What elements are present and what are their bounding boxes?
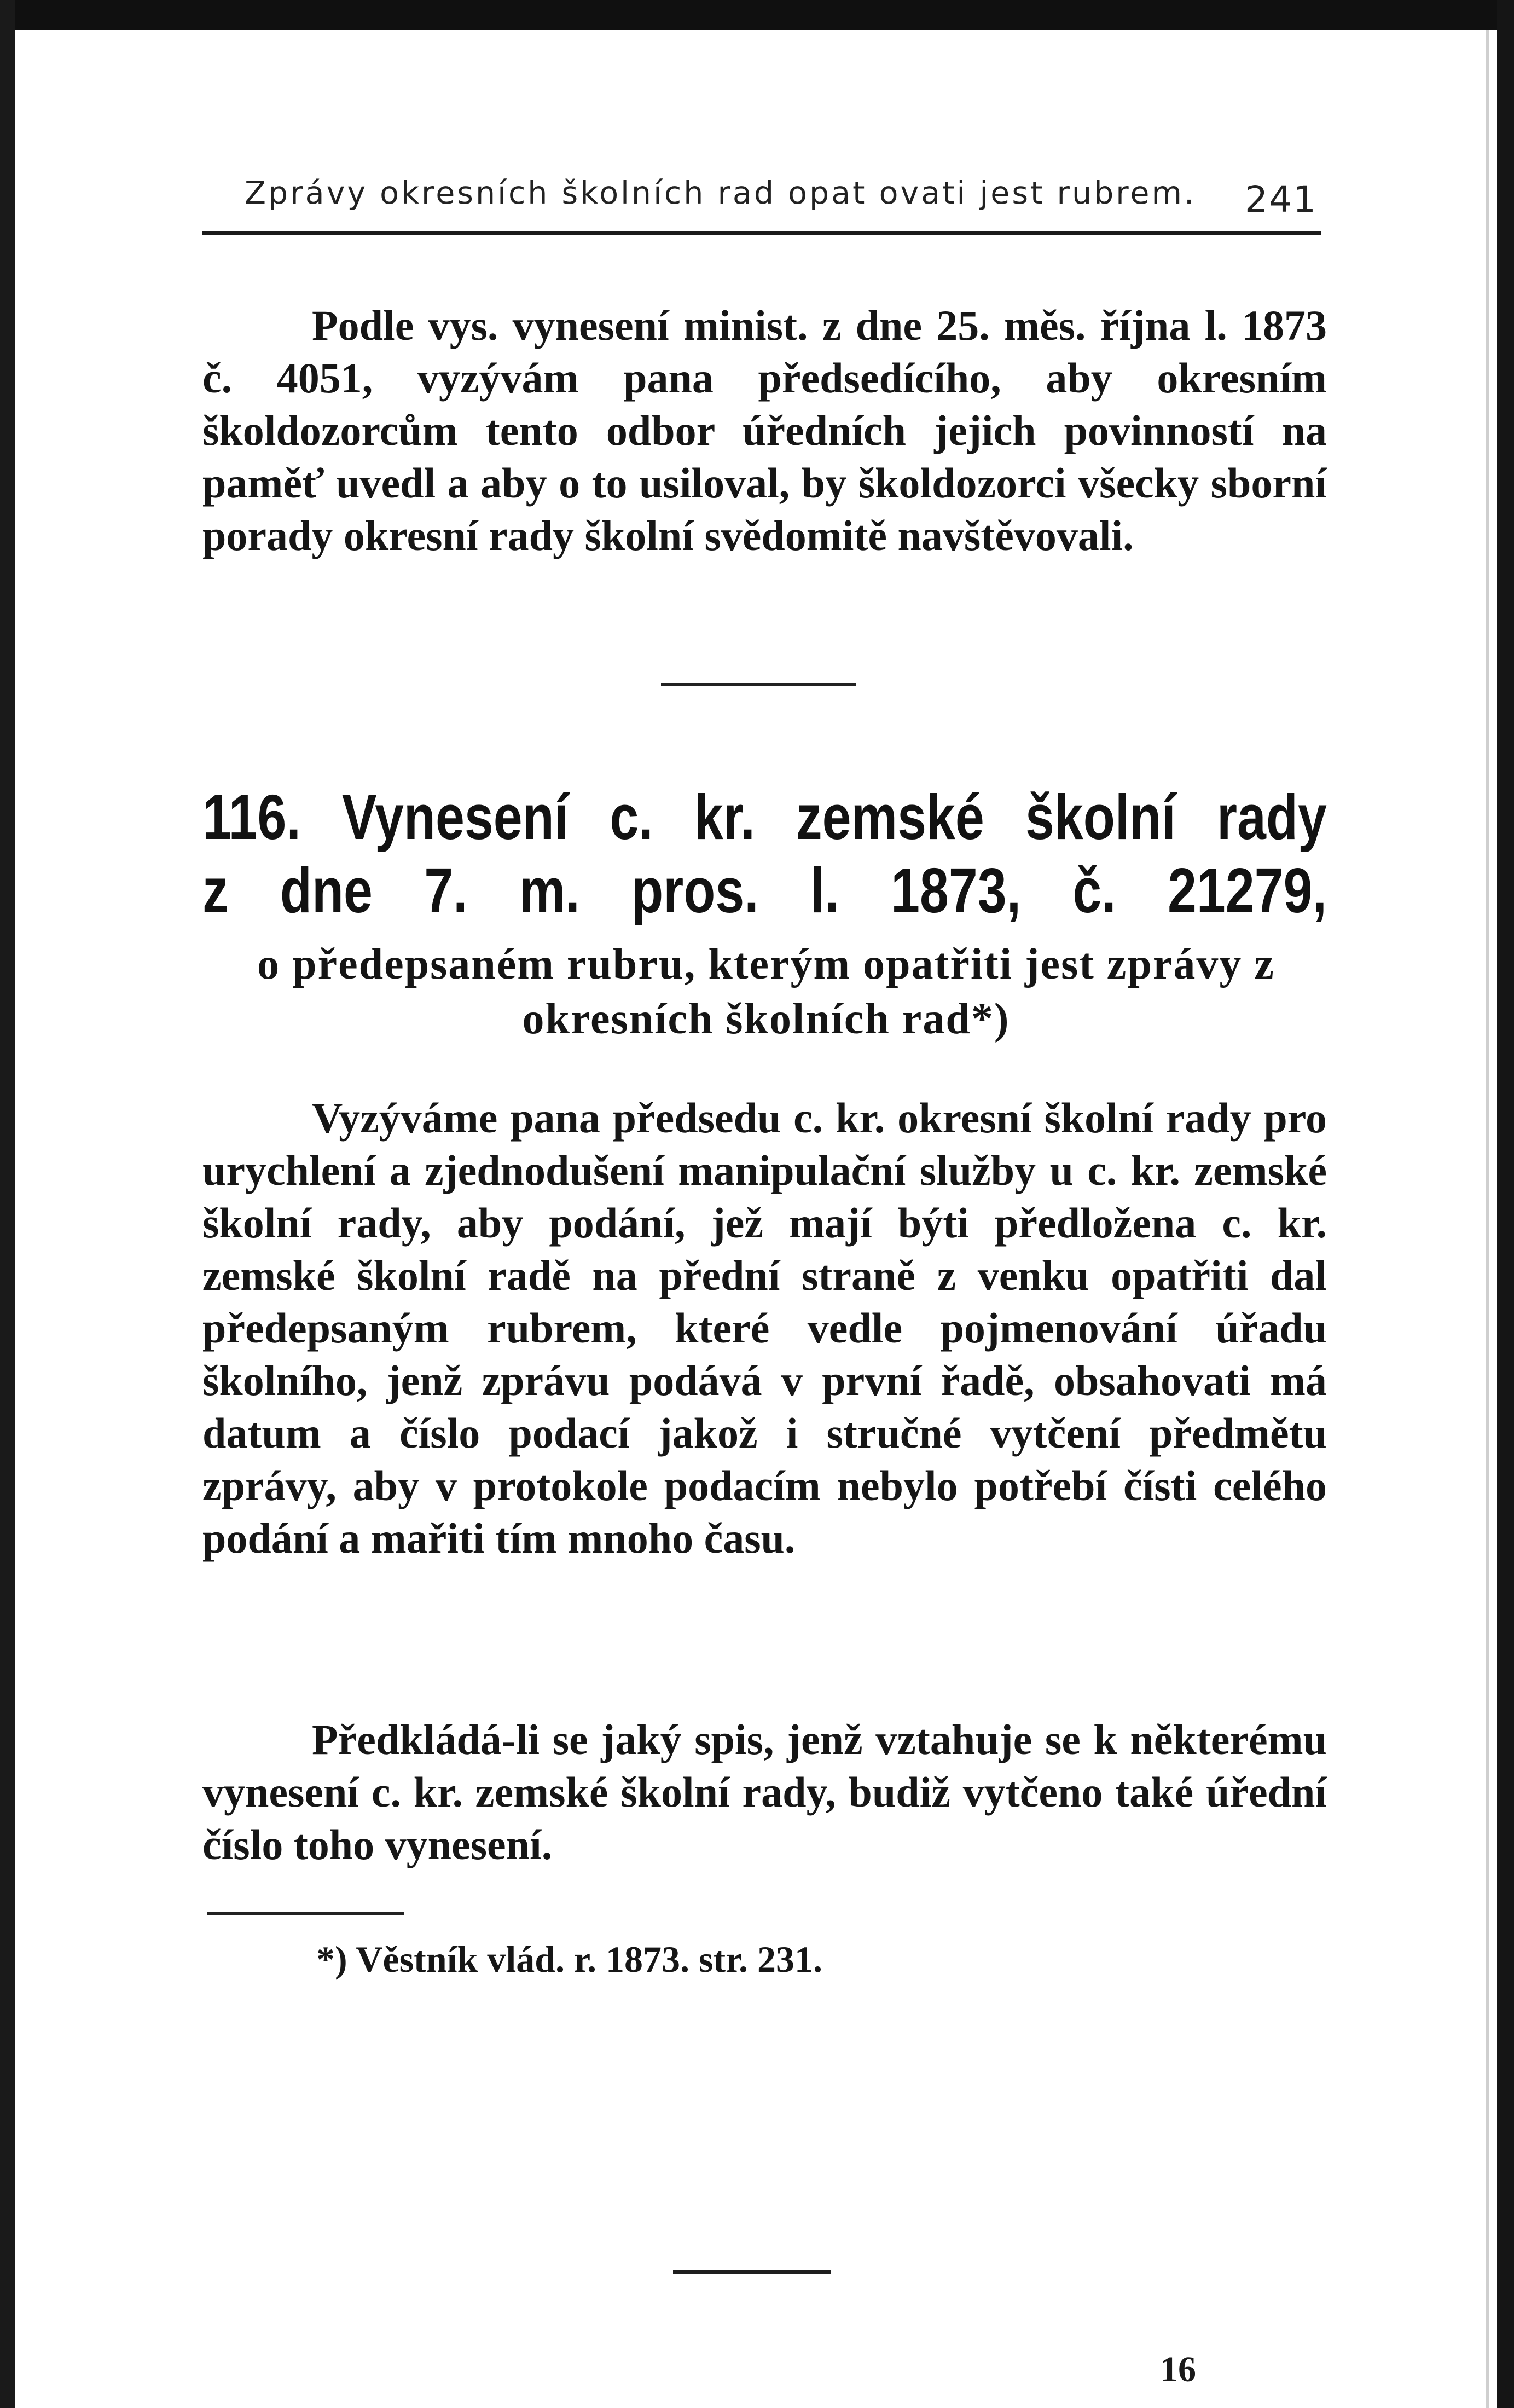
footnote-rule [207, 1912, 404, 1915]
running-title: Zprávy okresních školních rad opat ovati jest rubrem. [245, 175, 1197, 211]
page-edge [1486, 30, 1489, 2408]
section-divider [661, 683, 856, 686]
scan-border-top [0, 0, 1514, 30]
section-title-line-2: z dne 7. m. pros. l. 1873, č. 21279, [202, 855, 1327, 926]
body-paragraph-2: Předkládá-li se jaký spis, jenž vztahuje se k některému vynesení c. kr. zemské školní rady, budiž vytčeno také úřední číslo toho vynesení. [202, 1716, 1327, 1868]
scan-border-right [1497, 0, 1514, 2408]
signature-mark: 16 [1160, 2349, 1196, 2389]
page-number: 241 [1245, 178, 1317, 221]
end-rule [673, 2270, 831, 2274]
header-rule [202, 231, 1321, 235]
body-paragraph-1: Vyzýváme pana předsedu c. kr. okresní školní rady pro urychlení a zjednodušení manipulační služby u c. kr. zemské školní rady, aby podání, jež mají býti předložena c. kr. zemské školní radě na přední straně z venku opatřiti dal předepsaným rubrem, které vedle pojmenování úřadu školního, jenž zprávu podává v první řadě, obsahovati má datum a číslo podací jakož i stručné vytčení předmětu zprávy, aby v protokole podacím nebylo potřebí čísti celého podání a mařiti tím mnoho času. [202, 1094, 1327, 1562]
running-head [245, 175, 1317, 221]
section-subtitle: o předepsaném rubru, kterým opatřiti jest zprávy z okresních školních rad*) [257, 940, 1275, 1043]
section-title-line-1: 116. Vynesení c. kr. zemské školní rady [202, 782, 1327, 853]
scan-border-left [0, 0, 15, 2408]
intro-paragraph: Podle vys. vynesení minist. z dne 25. měs. října l. 1873 č. 4051, vyzývám pana předsedícího, aby okresním školdozorcům tento odbor úředních jejich povinností na paměť uvedl a aby o to usiloval, by školdozorci všecky sborní porady okresní rady školní svědomitě navštěvovali. [202, 302, 1327, 559]
footnote: *) Věstník vlád. r. 1873. str. 231. [316, 1938, 823, 1980]
